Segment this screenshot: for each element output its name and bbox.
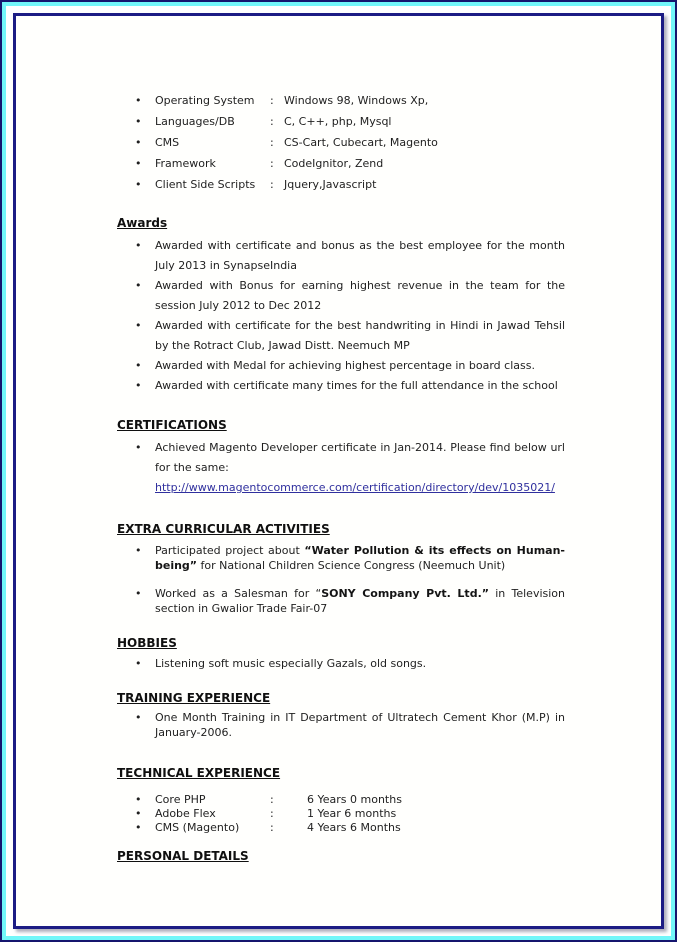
skill-row bbox=[117, 153, 565, 174]
award-item bbox=[117, 356, 565, 376]
training-text: One Month Training in IT Department of Ultratech Cement Khor (M.P) in January-2006. bbox=[155, 711, 565, 739]
bullet-icon: • bbox=[135, 115, 142, 128]
certification-description: Achieved Magento Developer certificate in Jan-2014. Please find below url for the same: bbox=[155, 441, 565, 474]
certifications-list bbox=[117, 438, 565, 498]
experience-duration: 6 Years 0 months bbox=[307, 793, 402, 806]
section-heading-hobbies: HOBBIES bbox=[117, 636, 177, 650]
colon-separator: : bbox=[270, 157, 274, 170]
bullet-icon: • bbox=[135, 544, 142, 557]
resume-page bbox=[13, 13, 664, 929]
training-item bbox=[117, 710, 565, 740]
bullet-icon: • bbox=[135, 379, 142, 392]
section-heading-personal-details: PERSONAL DETAILS bbox=[117, 849, 249, 863]
bullet-icon: • bbox=[135, 157, 142, 170]
skill-value: CodeIgnitor, Zend bbox=[284, 157, 384, 170]
skill-row bbox=[117, 90, 565, 111]
skill-value: CS-Cart, Cubecart, Magento bbox=[284, 136, 438, 149]
bullet-icon: • bbox=[135, 136, 142, 149]
text-segment: Participated project about bbox=[155, 544, 305, 557]
certification-link[interactable]: http://www.magentocommerce.com/certification/directory/dev/1035021/ bbox=[155, 481, 555, 494]
skill-value: Windows 98, Windows Xp, bbox=[284, 94, 429, 107]
extra-curricular-item bbox=[117, 543, 565, 573]
section-heading-awards: Awards bbox=[117, 216, 168, 230]
training-list bbox=[117, 710, 565, 740]
bullet-icon: • bbox=[135, 279, 142, 292]
section-heading-extra-curricular: EXTRA CURRICULAR ACTIVITIES bbox=[117, 522, 330, 536]
hobby-text: Listening soft music especially Gazals, old songs. bbox=[155, 657, 427, 670]
skill-row bbox=[117, 174, 565, 195]
technical-row bbox=[117, 821, 565, 835]
bold-project-title: “Water Pollution & its effects on Human-being” bbox=[155, 544, 565, 572]
bullet-icon: • bbox=[135, 239, 142, 252]
awards-list bbox=[117, 236, 565, 396]
skill-label: Client Side Scripts bbox=[155, 178, 256, 191]
skill-label: Operating System bbox=[155, 94, 255, 107]
skill-label: Framework bbox=[155, 157, 216, 170]
skill-row bbox=[117, 132, 565, 153]
award-item bbox=[117, 236, 565, 276]
award-item bbox=[117, 376, 565, 396]
experience-duration: 4 Years 6 Months bbox=[307, 821, 401, 834]
certification-text bbox=[155, 438, 565, 498]
bullet-icon: • bbox=[135, 94, 142, 107]
experience-duration: 1 Year 6 months bbox=[307, 807, 397, 820]
award-text: Awarded with Medal for achieving highest percentage in board class. bbox=[155, 359, 535, 372]
technology-label: Adobe Flex bbox=[155, 807, 216, 820]
bullet-icon: • bbox=[135, 657, 142, 670]
hobby-item bbox=[117, 656, 565, 671]
bullet-icon: • bbox=[135, 711, 142, 724]
extra-curricular-text bbox=[155, 586, 565, 616]
colon-separator: : bbox=[270, 793, 274, 806]
bullet-icon: • bbox=[135, 587, 142, 600]
section-heading-certifications: CERTIFICATIONS bbox=[117, 418, 227, 432]
skill-label: CMS bbox=[155, 136, 180, 149]
technical-row bbox=[117, 807, 565, 821]
bullet-icon: • bbox=[135, 178, 142, 191]
bullet-icon: • bbox=[135, 319, 142, 332]
bold-company-name: SONY Company Pvt. Ltd.” bbox=[321, 587, 489, 600]
section-heading-training: TRAINING EXPERIENCE bbox=[117, 691, 271, 705]
award-text: Awarded with certificate many times for the full attendance in the school bbox=[155, 379, 558, 392]
frame-gap bbox=[6, 6, 671, 936]
colon-separator: : bbox=[270, 136, 274, 149]
award-text: Awarded with certificate for the best handwriting in Hindi in Jawad Tehsil by the Rotract Club, Jawad Distt. Neemuch MP bbox=[155, 319, 565, 352]
section-heading-technical: TECHNICAL EXPERIENCE bbox=[117, 766, 281, 780]
colon-separator: : bbox=[270, 807, 274, 820]
technology-label: Core PHP bbox=[155, 793, 206, 806]
skill-row bbox=[117, 111, 565, 132]
extra-curricular-item bbox=[117, 586, 565, 616]
skills-list bbox=[117, 90, 565, 195]
technical-experience-list bbox=[117, 793, 565, 835]
resume-content bbox=[16, 16, 661, 864]
extra-curricular-text bbox=[155, 543, 565, 573]
technical-row bbox=[117, 793, 565, 807]
award-text: Awarded with Bonus for earning highest revenue in the team for the session July 2012 to Dec 2012 bbox=[155, 279, 565, 312]
certification-item bbox=[117, 438, 565, 498]
bullet-icon: • bbox=[135, 821, 142, 834]
bullet-icon: • bbox=[135, 807, 142, 820]
award-item bbox=[117, 276, 565, 316]
colon-separator: : bbox=[270, 178, 274, 191]
bullet-icon: • bbox=[135, 441, 142, 454]
text-segment: for National Children Science Congress (Neemuch Unit) bbox=[197, 559, 506, 572]
bullet-icon: • bbox=[135, 793, 142, 806]
bullet-icon: • bbox=[135, 359, 142, 372]
skill-label: Languages/DB bbox=[155, 115, 235, 128]
colon-separator: : bbox=[270, 94, 274, 107]
colon-separator: : bbox=[270, 821, 274, 834]
skill-value: Jquery,Javascript bbox=[284, 178, 377, 191]
award-item bbox=[117, 316, 565, 356]
text-segment: in Television section in Gwalior Trade Fair-07 bbox=[155, 587, 565, 615]
award-text: Awarded with certificate and bonus as the best employee for the month July 2013 in SynapseIndia bbox=[155, 239, 565, 272]
hobbies-list bbox=[117, 656, 565, 671]
extra-curricular-list bbox=[117, 543, 565, 616]
colon-separator: : bbox=[270, 115, 274, 128]
skill-value: C, C++, php, Mysql bbox=[284, 115, 392, 128]
text-segment: Worked as a Salesman for “ bbox=[155, 587, 322, 600]
technology-label: CMS (Magento) bbox=[155, 821, 240, 834]
